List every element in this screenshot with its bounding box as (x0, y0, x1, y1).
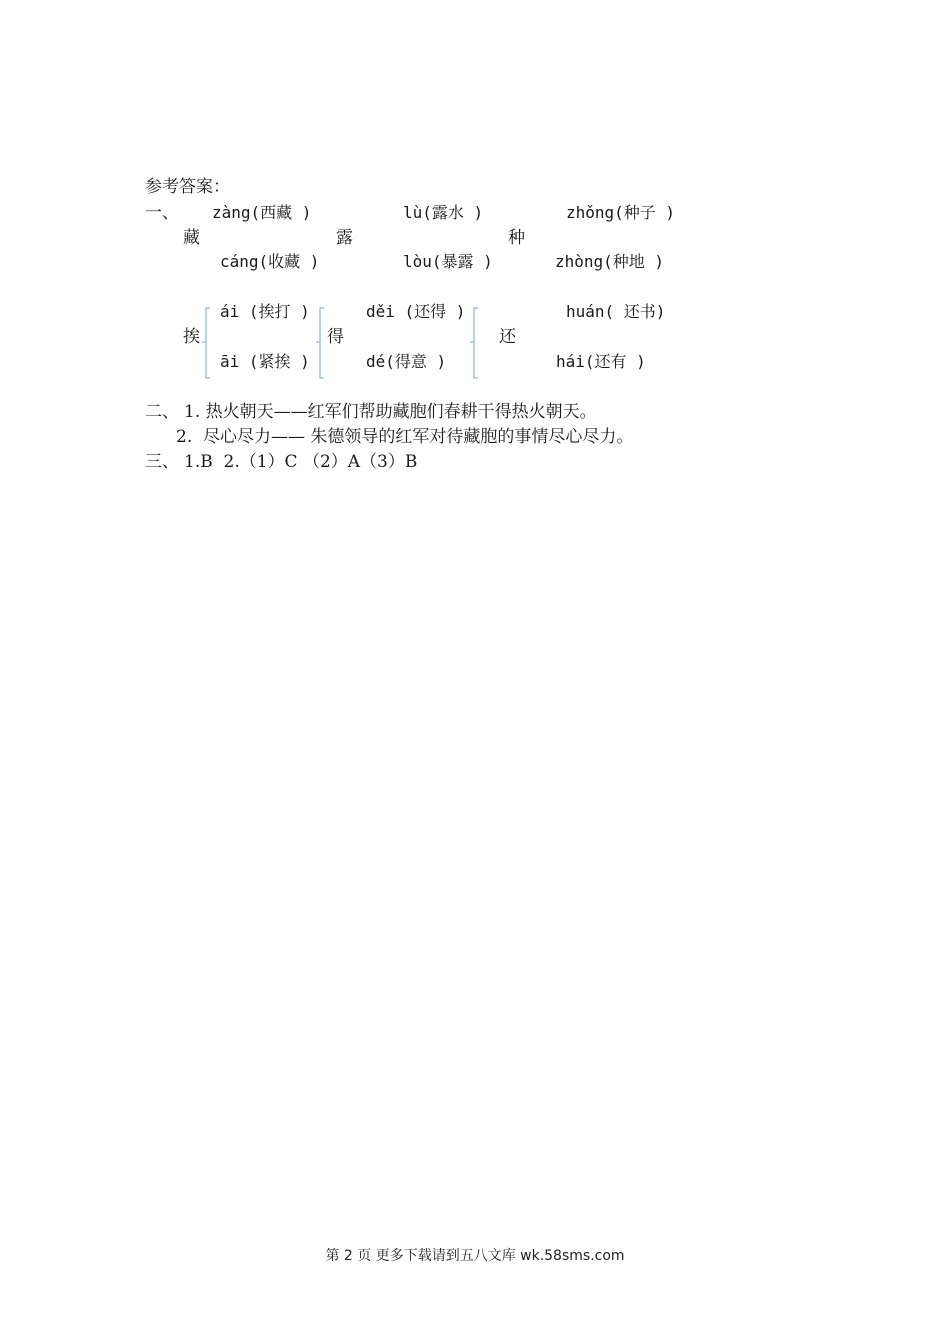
pinyin-huan: huán( 还书) (566, 302, 666, 321)
pinyin-ai2: ái (挨打 ) (220, 302, 310, 321)
pinyin-cang: cáng(收藏 ) (220, 252, 320, 271)
section-3-answers: 1.B 2.（1）C （2）A（3）B (184, 452, 418, 472)
pinyin-lu: lù(露水 ) (403, 203, 484, 222)
section-2-item-2: 2. 尽心尽力—— 朱德领导的红军对待藏胞的事情尽心尽力。 (176, 427, 634, 447)
section-1-label: 一、 (145, 203, 179, 223)
char-zhong: 种 (508, 228, 525, 248)
char-cang: 藏 (183, 228, 200, 248)
pinyin-zhong4: zhòng(种地 ) (555, 252, 665, 271)
section-2-item-1: 1. 热火朝天——红军们帮助藏胞们春耕干得热火朝天。 (184, 402, 597, 422)
char-huan: 还 (499, 327, 516, 347)
section-3-label: 三、 (145, 452, 179, 472)
section-2-label: 二、 (145, 402, 179, 422)
answer-title: 参考答案： (145, 177, 230, 197)
pinyin-ai1: āi (紧挨 ) (220, 352, 310, 371)
left-brace-de (314, 307, 326, 379)
page-footer: 第 2 页 更多下载请到五八文库 wk.58sms.com (325, 1248, 625, 1264)
pinyin-hai: hái(还有 ) (556, 352, 646, 371)
char-ai: 挨 (183, 327, 200, 347)
pinyin-de: dé(得意 ) (366, 352, 447, 371)
pinyin-dei: děi (还得 ) (366, 302, 466, 321)
char-lu: 露 (336, 228, 353, 248)
pinyin-zhong3: zhǒng(种子 ) (566, 203, 676, 222)
pinyin-lou: lòu(暴露 ) (403, 252, 493, 271)
char-de: 得 (327, 327, 344, 347)
left-brace-ai (200, 307, 212, 379)
pinyin-zang: zàng(西藏 ) (212, 203, 312, 222)
left-brace-huan (468, 307, 480, 379)
